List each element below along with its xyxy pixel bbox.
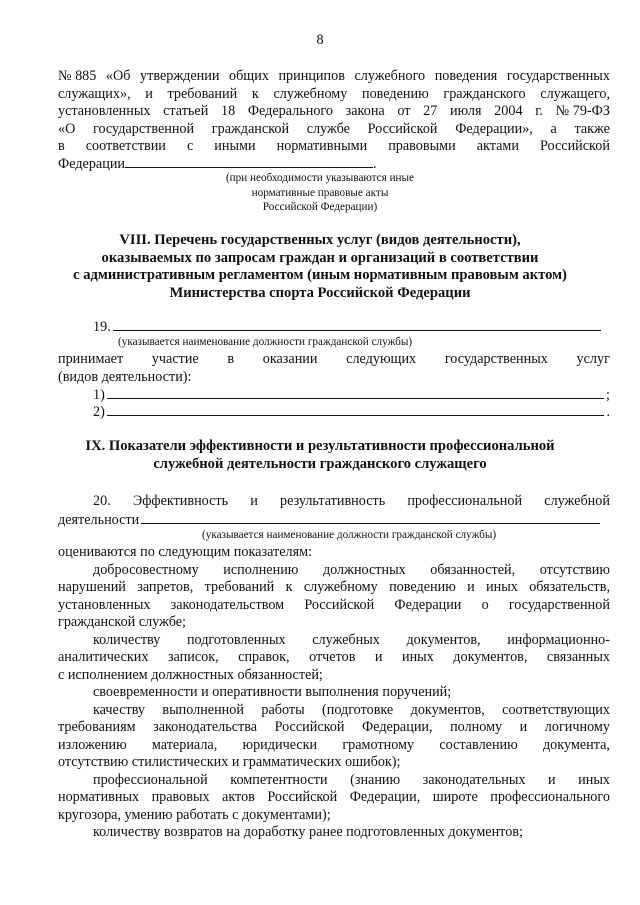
- section-title: IX. Показатели эффективности и результативности профессиональной: [85, 438, 555, 454]
- word: государственной: [508, 597, 610, 613]
- word: поведения: [434, 68, 498, 84]
- word: 20.: [93, 493, 111, 509]
- word: соответствующих: [502, 702, 610, 718]
- word: профессиональной: [93, 772, 208, 788]
- word: с: [186, 138, 194, 154]
- word: служебному: [303, 579, 378, 595]
- word: иных: [578, 772, 610, 788]
- text-line: с исполнением должностных обязанностей;: [58, 667, 323, 683]
- text-line: [93, 493, 610, 510]
- text-line: [58, 649, 610, 666]
- word: принимает: [58, 351, 124, 367]
- word: к: [285, 579, 293, 595]
- word: «О: [58, 121, 76, 137]
- text-line: гражданской службе;: [58, 614, 186, 630]
- footnote: (при необходимости указываются иные: [225, 172, 415, 184]
- list-item: 2) .: [93, 404, 610, 420]
- word: Российской: [267, 789, 338, 805]
- word: «Об: [105, 68, 131, 84]
- word: информационно-: [507, 632, 610, 648]
- intro-line: [58, 86, 610, 103]
- word: поведению: [362, 86, 429, 102]
- section-title: служебной деятельности гражданского служащего: [153, 456, 487, 472]
- word: правовыми: [388, 138, 456, 154]
- word: от: [397, 103, 411, 119]
- word: добросовестному: [93, 562, 199, 578]
- text-line: [93, 702, 610, 719]
- word: связанных: [546, 649, 610, 665]
- word: служебному: [273, 86, 348, 102]
- word: статьей: [163, 103, 209, 119]
- word: исполнению: [223, 562, 299, 578]
- intro-line: [58, 121, 610, 138]
- word: материала,: [151, 737, 218, 753]
- word: служебных: [312, 632, 380, 648]
- word: 18: [220, 103, 236, 119]
- word: государственных: [444, 351, 548, 367]
- text-line: оцениваются по следующим показателям:: [58, 544, 313, 560]
- word: компетентности: [230, 772, 328, 788]
- intro-line: [58, 103, 610, 120]
- section-title: VIII. Перечень государственных услуг (видов деятельности),: [119, 232, 521, 248]
- word: Федерации,: [362, 719, 433, 735]
- word: Российской: [274, 719, 345, 735]
- fill-blank: [125, 155, 373, 168]
- word: к: [251, 86, 259, 102]
- word: документов,: [406, 632, 481, 648]
- word: утверждении: [140, 68, 220, 84]
- word: законодательных: [422, 772, 526, 788]
- word: общих: [228, 68, 269, 84]
- word: логичному: [544, 719, 610, 735]
- word: качеству: [93, 702, 145, 718]
- text-line: (видов деятельности):: [58, 369, 192, 385]
- fill-blank: [113, 318, 601, 331]
- list-item: 1) ;: [93, 387, 610, 403]
- word: (подготовке: [322, 702, 394, 718]
- word: 27: [423, 103, 438, 119]
- word: обязательств,: [529, 579, 610, 595]
- text-line: кругозора, умению работать с документами);: [58, 807, 331, 823]
- text-line: [58, 789, 610, 806]
- word: справок,: [238, 649, 290, 665]
- word: и: [467, 579, 475, 595]
- text-line: отсутствию стилистических и грамматических ошибок);: [58, 754, 401, 770]
- word: соответствии: [85, 138, 166, 154]
- section-title: с административным регламентом (иным нормативным правовым актом): [73, 267, 567, 283]
- word: служебной: [544, 493, 610, 509]
- intro-line-blank: Федерации .: [58, 156, 377, 172]
- intro-line: [58, 138, 610, 155]
- word: а: [550, 121, 557, 137]
- word: принципов: [278, 68, 345, 84]
- footnote: (указывается наименование должности гражданской службы): [118, 336, 413, 348]
- word: служебного: [354, 68, 426, 84]
- text-line: [58, 737, 610, 754]
- word: должностных: [322, 562, 406, 578]
- word: оказании: [262, 351, 318, 367]
- footnote: Российской Федерации): [262, 201, 378, 213]
- word: гражданского: [443, 86, 526, 102]
- text-line: [58, 351, 610, 368]
- footnote: (указывается наименование должности гражданской службы): [202, 529, 497, 541]
- word: профессиональной: [407, 493, 523, 509]
- fill-blank: [107, 386, 604, 399]
- word: участие: [151, 351, 199, 367]
- text-line: количеству возвратов на доработку ранее подготовленных документов;: [93, 824, 523, 840]
- section-title: Министерства спорта Российской Федерации: [169, 285, 471, 301]
- text-line: своевременности и оперативности выполнения поручений;: [93, 684, 452, 700]
- word: обязанностей,: [430, 562, 516, 578]
- word: Эффективность: [132, 493, 229, 509]
- word: требованиям: [58, 719, 136, 735]
- word: актов: [222, 789, 255, 805]
- text-line: [58, 579, 610, 596]
- fill-blank: [107, 403, 605, 416]
- word: требований: [167, 86, 238, 102]
- word: количеству: [93, 632, 161, 648]
- word: изложению: [58, 737, 127, 753]
- word: нарушений: [58, 579, 126, 595]
- word: нормативных: [58, 789, 140, 805]
- word: также: [574, 121, 610, 137]
- word: и: [374, 649, 383, 665]
- word: Федерации,: [349, 789, 421, 805]
- word: составлению: [439, 737, 518, 753]
- word: законодательством: [170, 597, 285, 613]
- word: государственной: [93, 121, 195, 137]
- word: нормативными: [276, 138, 368, 154]
- text-line: [93, 562, 610, 579]
- word: документов,: [453, 649, 528, 665]
- word: № 79-ФЗ: [555, 103, 610, 119]
- word: (знанию: [350, 772, 401, 788]
- item-19: 19.: [93, 318, 603, 335]
- word: в: [58, 138, 65, 154]
- word: и: [548, 772, 556, 788]
- word: услуг: [576, 351, 610, 367]
- word: июля: [450, 103, 482, 119]
- word: 2004: [494, 103, 523, 119]
- word: подготовленных: [186, 632, 286, 648]
- word: правовых: [151, 789, 210, 805]
- word: широте: [432, 789, 478, 805]
- text-line: [93, 772, 610, 789]
- word: закона: [345, 103, 385, 119]
- page-number: 8: [316, 32, 324, 48]
- word: и: [250, 493, 258, 509]
- word: установленных: [58, 103, 151, 119]
- word: документов,: [410, 702, 485, 718]
- word: работы: [261, 702, 305, 718]
- footnote: нормативные правовые акты: [251, 187, 389, 199]
- word: в: [227, 351, 235, 367]
- word: следующих: [346, 351, 417, 367]
- text-line: [93, 632, 610, 649]
- text-line-blank: деятельности: [58, 511, 602, 528]
- word: юридически: [242, 737, 318, 753]
- word: отчетов: [309, 649, 356, 665]
- word: документа,: [542, 737, 610, 753]
- word: о: [481, 597, 489, 613]
- text-line: [58, 719, 610, 736]
- word: аналитических: [58, 649, 149, 665]
- word: требований: [204, 579, 275, 595]
- word: выполненной: [162, 702, 244, 718]
- word: актами: [476, 138, 519, 154]
- word: запретов,: [137, 579, 194, 595]
- word: Федерального: [247, 103, 333, 119]
- word: профессионального: [490, 789, 610, 805]
- word: гражданской: [211, 121, 290, 137]
- fill-blank: [141, 511, 600, 524]
- word: иными: [214, 138, 256, 154]
- word: отсутствию: [539, 562, 610, 578]
- word: и: [145, 86, 153, 102]
- word: государственных: [506, 68, 610, 84]
- word: и: [519, 719, 528, 735]
- word: Федерации: [394, 597, 462, 613]
- word: № 885: [58, 68, 97, 84]
- word: грамотному: [342, 737, 415, 753]
- word: Российской: [367, 121, 438, 137]
- word: Российской: [304, 597, 375, 613]
- word: установленных: [58, 597, 151, 613]
- word: службе: [306, 121, 350, 137]
- word: записок,: [167, 649, 219, 665]
- word: Российской: [540, 138, 610, 154]
- word: Федерации»,: [455, 121, 533, 137]
- text-line: [58, 597, 610, 614]
- intro-line: [58, 68, 610, 85]
- word: иных: [401, 649, 434, 665]
- word: служащего,: [540, 86, 610, 102]
- word: законодательства: [153, 719, 258, 735]
- word: результативность: [280, 493, 386, 509]
- section-title: оказываемых по запросам граждан и организаций в соответствии: [101, 250, 539, 266]
- word: поведению: [389, 579, 456, 595]
- word: г.: [535, 103, 543, 119]
- word: иных: [486, 579, 518, 595]
- word: служащих»,: [58, 86, 131, 102]
- word: полному: [450, 719, 503, 735]
